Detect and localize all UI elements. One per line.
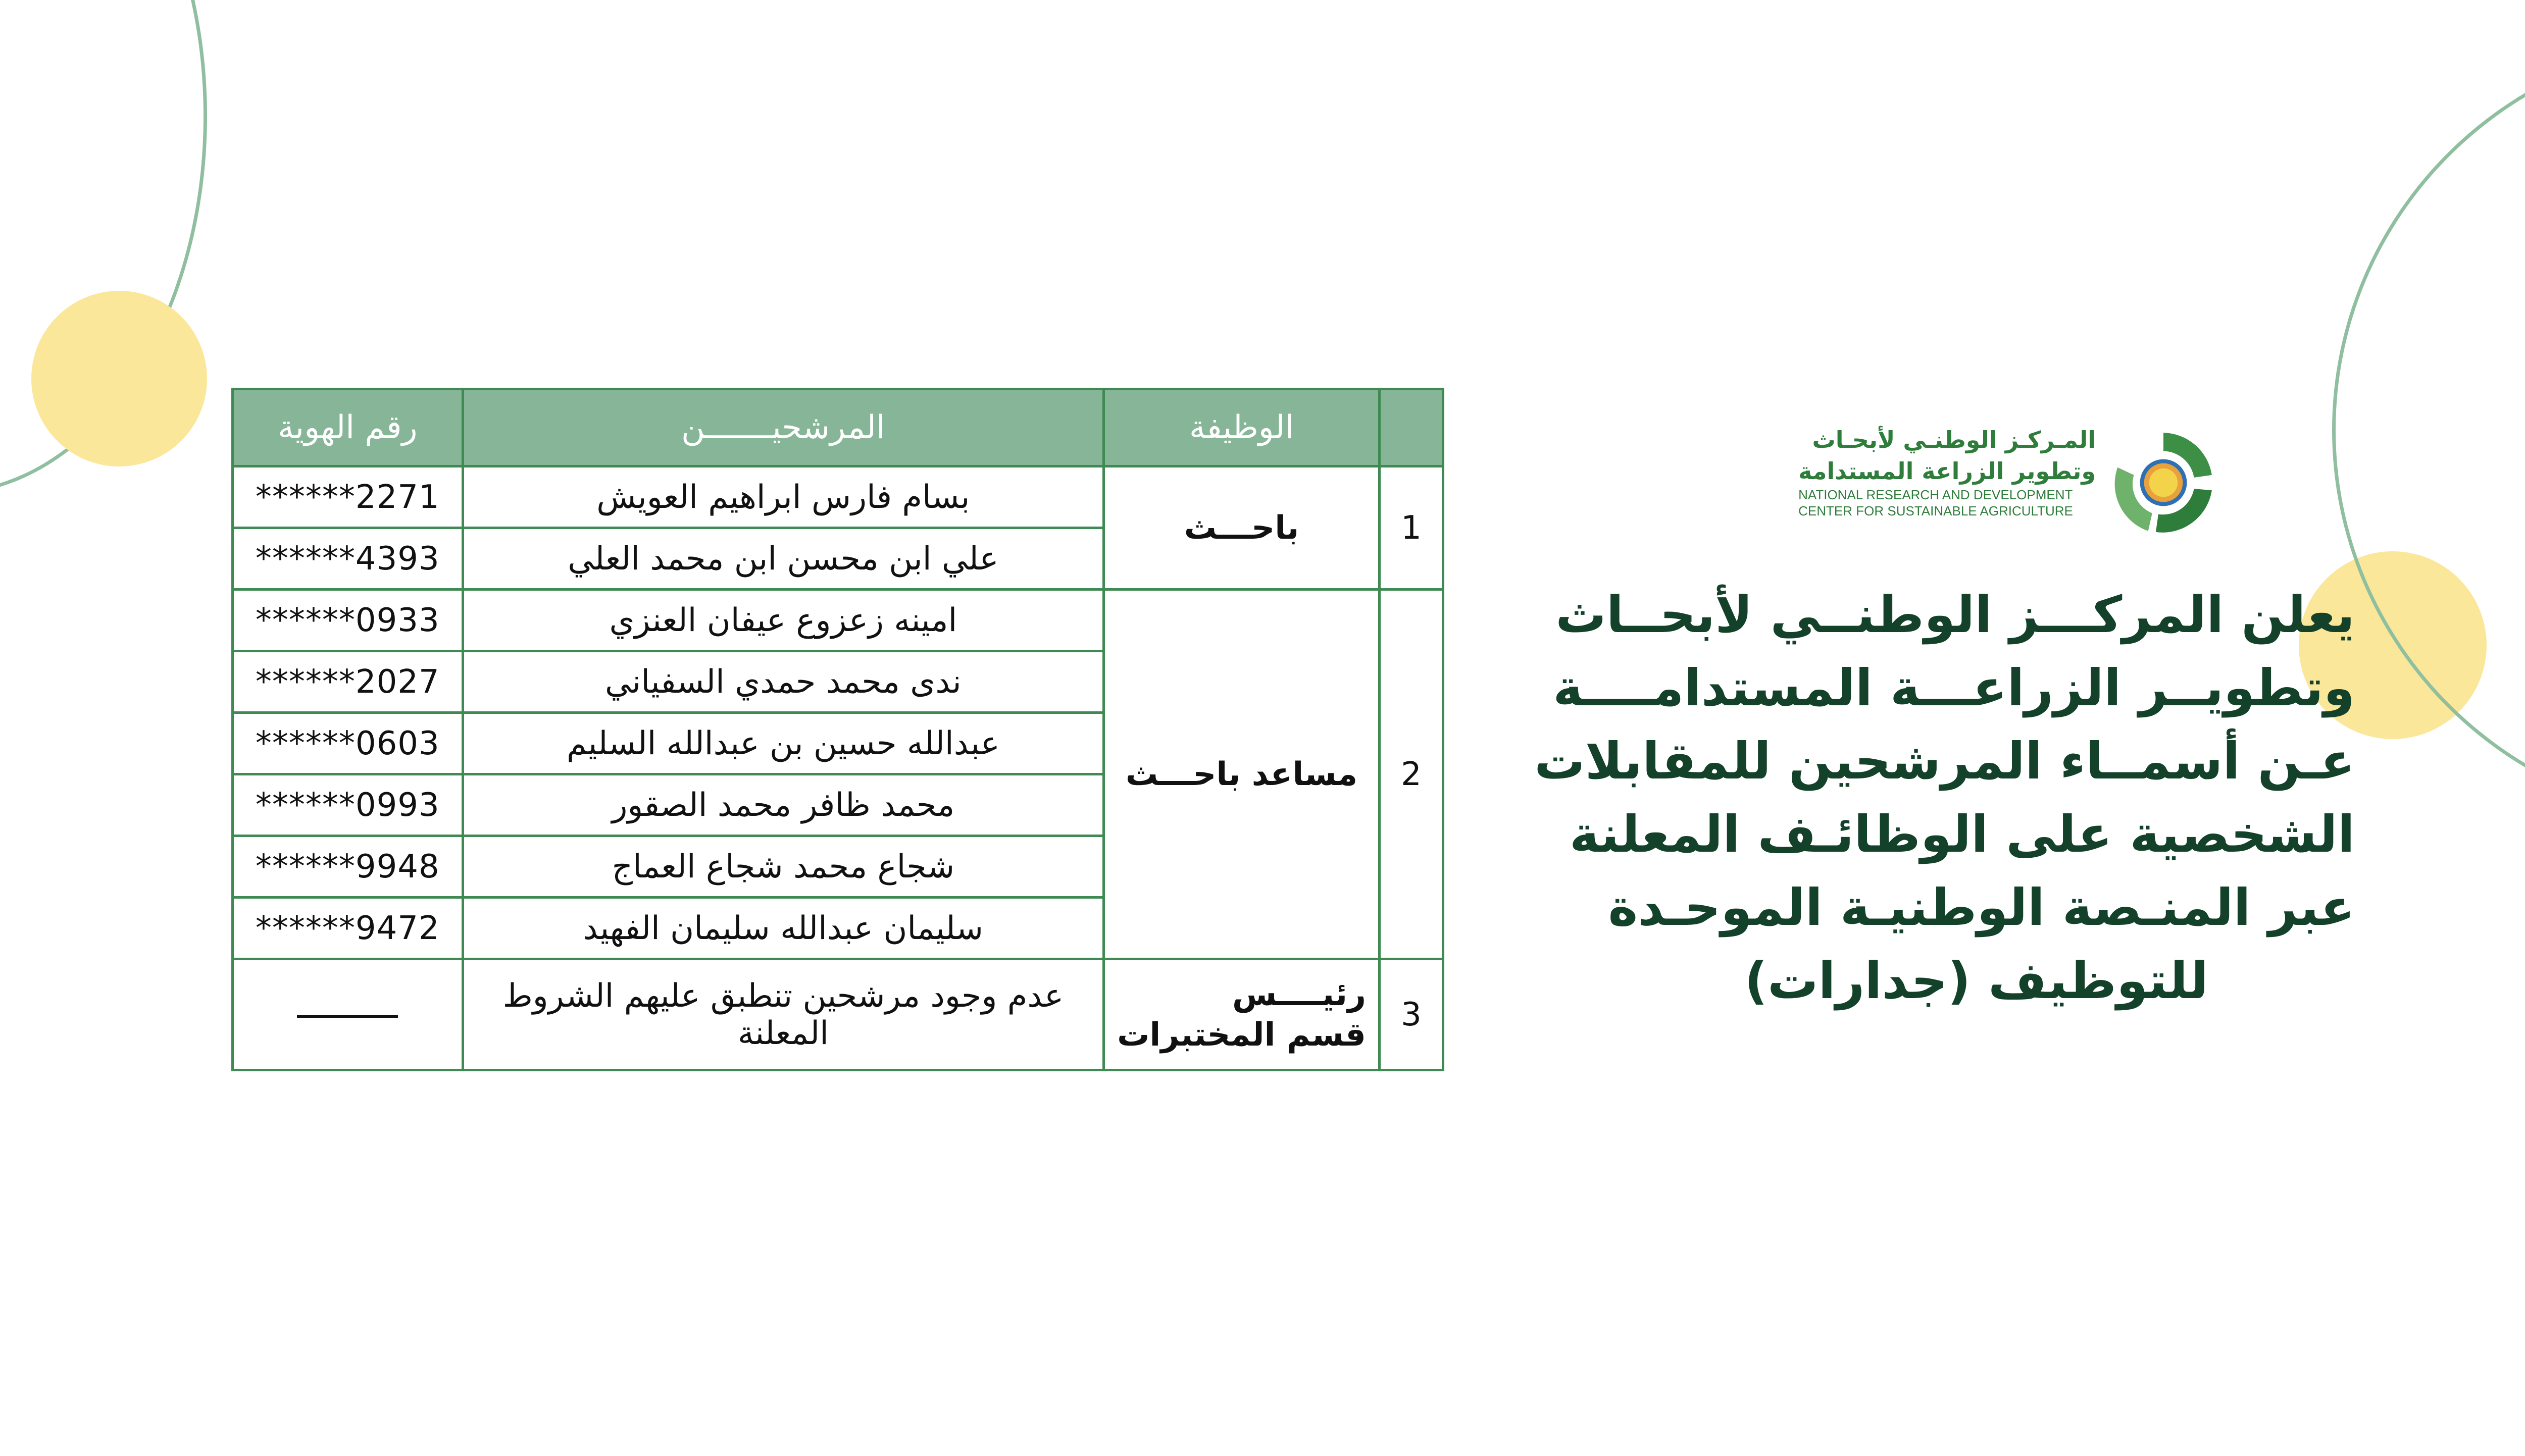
logo-mark-icon: [2107, 427, 2219, 539]
candidate-id: ******0933: [233, 590, 463, 651]
table-header-row: [233, 389, 1443, 466]
decorative-yellow-circle-left: [31, 291, 207, 466]
header-candidates: المرشحيـــــــن: [463, 389, 1104, 466]
organization-logo: [1798, 424, 2219, 540]
candidate-id: ******0603: [233, 713, 463, 774]
row-number: 3: [1379, 959, 1443, 1070]
candidate-id: ******4393: [233, 528, 463, 590]
candidates-table-container: [231, 388, 1444, 1071]
candidate-name: علي ابن محسن ابن محمد العلي: [463, 528, 1104, 590]
candidate-id-empty: [233, 959, 463, 1070]
announcement-line-2: وتطويــر الزراعـــة المستدامــــة: [1553, 658, 2355, 717]
header-id: رقم الهوية: [233, 389, 463, 466]
candidate-id: ******2271: [233, 466, 463, 528]
job-title-cell: [1104, 959, 1380, 1070]
candidate-id: ******2027: [233, 651, 463, 713]
candidate-name: سليمان عبدالله سليمان الفهيد: [463, 898, 1104, 959]
logo-name-arabic-line2: وتطوير الزراعة المستدامة: [1798, 457, 2096, 485]
announcement-line-1: يعلن المركـــز الوطنــي لأبحــاث: [1555, 585, 2355, 644]
row-number: 2: [1379, 590, 1443, 959]
job-title-line2: قسم المختبرات: [1117, 1016, 1366, 1054]
header-number: [1379, 389, 1443, 466]
candidate-id: ******9948: [233, 836, 463, 898]
job-title: مساعد باحـــث: [1104, 590, 1380, 959]
logo-text-block: [1798, 424, 2096, 519]
table-row: [233, 466, 1443, 528]
announcement-line-4: الشخصية على الوظائـف المعلنة: [1569, 805, 2355, 864]
candidate-name: محمد ظافر محمد الصقور: [463, 774, 1104, 836]
no-candidates-note: عدم وجود مرشحين تنطبق عليهم الشروط المعلنة: [463, 959, 1104, 1070]
announcement-line-3: عـن أسمــاء المرشحين للمقابلات: [1534, 732, 2355, 791]
row-number: 1: [1379, 466, 1443, 590]
candidates-table: [231, 388, 1444, 1071]
candidate-name: بسام فارس ابراهيم العويش: [463, 466, 1104, 528]
announcement-heading: [1534, 578, 2355, 1017]
candidate-name: شجاع محمد شجاع العماج: [463, 836, 1104, 898]
table-row: [233, 959, 1443, 1070]
header-job: الوظيفة: [1104, 389, 1380, 466]
dash-line: [297, 1015, 398, 1018]
announcement-line-6: للتوظيف (جدارات): [1744, 951, 2208, 1010]
logo-name-english-line1: NATIONAL RESEARCH AND DEVELOPMENT: [1798, 487, 2073, 502]
logo-name-arabic-line1: المـركـز الوطنـي لأبحـاث: [1812, 426, 2096, 453]
candidate-name: ندى محمد حمدي السفياني: [463, 651, 1104, 713]
candidate-name: عبدالله حسين بن عبدالله السليم: [463, 713, 1104, 774]
table-row: [233, 590, 1443, 651]
candidate-id: ******0993: [233, 774, 463, 836]
announcement-line-5: عبر المنـصة الوطنيـة الموحـدة: [1608, 878, 2355, 937]
job-title: باحـــث: [1104, 466, 1380, 590]
candidate-name: امينه زعزوع عيفان العنزي: [463, 590, 1104, 651]
logo-name-english-line2: CENTER FOR SUSTAINABLE AGRICULTURE: [1798, 503, 2073, 518]
candidate-id: ******9472: [233, 898, 463, 959]
job-title-line1: رئيــــس: [1232, 975, 1366, 1013]
job-title: [1117, 974, 1366, 1055]
